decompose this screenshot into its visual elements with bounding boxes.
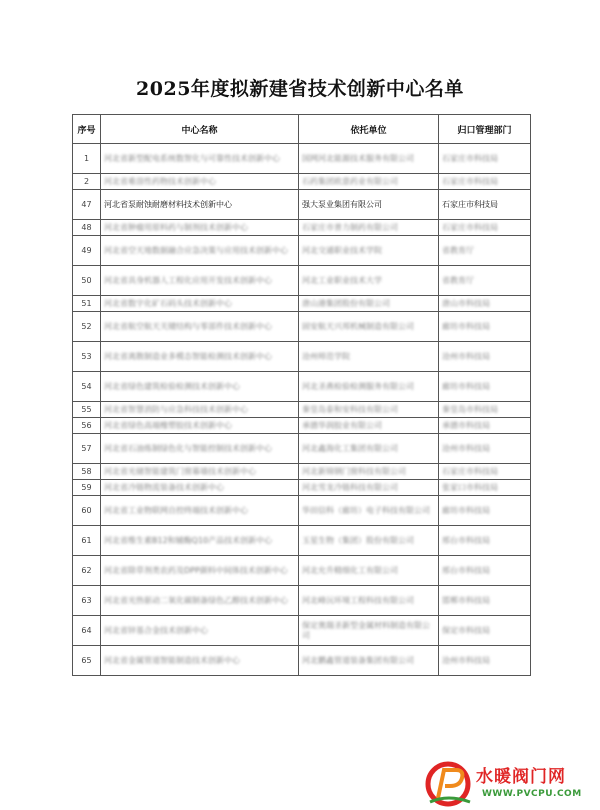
row-center-name: 河北省绿色建筑检验检测技术创新中心 [101, 372, 299, 402]
row-host-org: 河北工业职业技术大学 [299, 266, 439, 296]
row-dept: 沧州市科技局 [439, 646, 531, 676]
table-row [73, 342, 531, 372]
row-center-name: 河北省除草剂类农药及DPP颜料中间体技术创新中心 [101, 556, 299, 586]
row-center-name: 河北省绿色高端橡塑胶技术创新中心 [101, 418, 299, 434]
row-center-name: 河北省具身机器人工程化应用开发技术创新中心 [101, 266, 299, 296]
row-center-name: 河北省泵耐蚀耐磨材料技术创新中心 [101, 190, 299, 220]
row-serial: 65 [73, 646, 101, 676]
row-serial: 53 [73, 342, 101, 372]
row-dept: 石家庄市科技局 [439, 174, 531, 190]
row-center-name: 河北省锌基合金技术创新中心 [101, 616, 299, 646]
row-host-org: 河北交通职业技术学院 [299, 236, 439, 266]
table-row [73, 496, 531, 526]
table-row [73, 266, 531, 296]
row-serial: 60 [73, 496, 101, 526]
table-row [73, 556, 531, 586]
row-host-org: 石家庄市普力制药有限公司 [299, 220, 439, 236]
row-serial: 47 [73, 190, 101, 220]
row-serial: 64 [73, 616, 101, 646]
table-row [73, 616, 531, 646]
row-serial: 2 [73, 174, 101, 190]
row-serial: 56 [73, 418, 101, 434]
row-host-org: 固安航天兴邦机械制造有限公司 [299, 312, 439, 342]
row-serial: 48 [73, 220, 101, 236]
table-row [73, 418, 531, 434]
site-logo [424, 758, 600, 810]
row-dept: 廊坊市科技局 [439, 312, 531, 342]
table-row [73, 296, 531, 312]
row-serial: 52 [73, 312, 101, 342]
row-center-name: 河北省光储智能建筑门窗幕墙技术创新中心 [101, 464, 299, 480]
table-header-row [73, 115, 531, 144]
row-host-org: 河北雪龙冷链科技有限公司 [299, 480, 439, 496]
row-dept: 张家口市科技局 [439, 480, 531, 496]
center-list-table [72, 114, 531, 676]
page-title: 2025年度拟新建省技术创新中心名单 [136, 78, 464, 100]
row-center-name: 河北省金属管道智能制造技术创新中心 [101, 646, 299, 676]
row-serial: 62 [73, 556, 101, 586]
row-host-org: 唐山港集团股份有限公司 [299, 296, 439, 312]
row-center-name: 河北省工业物联网自控终端技术创新中心 [101, 496, 299, 526]
row-host-org: 河北允升精细化工有限公司 [299, 556, 439, 586]
table-row [73, 312, 531, 342]
row-host-org: 保定奥瑞圣新型金属材料制造有限公司 [299, 616, 439, 646]
row-dept: 石家庄市科技局 [439, 190, 531, 220]
row-host-org: 河北鑫海化工集团有限公司 [299, 434, 439, 464]
pipe-logo-icon [424, 758, 474, 810]
row-center-name: 河北省离散制造业多模态智能检测技术创新中心 [101, 342, 299, 372]
row-dept: 沧州市科技局 [439, 434, 531, 464]
row-host-org: 秦皇岛泰和安科技有限公司 [299, 402, 439, 418]
row-host-org: 沧州师范学院 [299, 342, 439, 372]
logo-url: WWW.PVCPU.COM [482, 789, 582, 799]
row-dept: 邢台市科技局 [439, 526, 531, 556]
row-center-name: 河北省肿瘤用原料药与制剂技术创新中心 [101, 220, 299, 236]
table-row [73, 526, 531, 556]
row-host-org: 河北圣燕检验检测服务有限公司 [299, 372, 439, 402]
row-center-name: 河北省石油炼制绿色化与智能控制技术创新中心 [101, 434, 299, 464]
row-host-org: 河北新锦钢门窗科技有限公司 [299, 464, 439, 480]
row-center-name: 河北省数字化矿石码头技术创新中心 [101, 296, 299, 312]
table-row [73, 464, 531, 480]
row-center-name: 河北省智慧消防与应急科技技术创新中心 [101, 402, 299, 418]
row-dept: 邢台市科技局 [439, 556, 531, 586]
row-dept: 石家庄市科技局 [439, 220, 531, 236]
row-serial: 57 [73, 434, 101, 464]
row-dept: 承德市科技局 [439, 418, 531, 434]
row-host-org: 玉星生物（集团）股份有限公司 [299, 526, 439, 556]
row-center-name: 河北省难溶性药物技术创新中心 [101, 174, 299, 190]
row-host-org: 国网河北能源技术服务有限公司 [299, 144, 439, 174]
header-host-org: 依托单位 [299, 115, 439, 144]
row-dept: 唐山市科技局 [439, 296, 531, 312]
row-center-name: 河北省维生素B12和辅酶Q10产品技术创新中心 [101, 526, 299, 556]
row-host-org: 河北鹏鑫管道装备集团有限公司 [299, 646, 439, 676]
row-dept: 省教育厅 [439, 236, 531, 266]
table-row [73, 144, 531, 174]
table-row [73, 586, 531, 616]
row-center-name: 河北省冷链物流装备技术创新中心 [101, 480, 299, 496]
table-row [73, 190, 531, 220]
table-row [73, 174, 531, 190]
row-center-name: 河北省光热驱动二氧化碳制备绿色乙醇技术创新中心 [101, 586, 299, 616]
row-dept: 保定市科技局 [439, 616, 531, 646]
row-dept: 廊坊市科技局 [439, 372, 531, 402]
row-serial: 54 [73, 372, 101, 402]
row-host-org: 石药集团欧意药业有限公司 [299, 174, 439, 190]
table-row [73, 236, 531, 266]
row-host-org: 承德华润胶业有限公司 [299, 418, 439, 434]
row-serial: 51 [73, 296, 101, 312]
table-row [73, 434, 531, 464]
row-serial: 49 [73, 236, 101, 266]
row-center-name: 河北省航空航天关键结构与零部件技术创新中心 [101, 312, 299, 342]
row-serial: 55 [73, 402, 101, 418]
table-row [73, 402, 531, 418]
row-dept: 沧州市科技局 [439, 342, 531, 372]
row-dept: 石家庄市科技局 [439, 144, 531, 174]
table-row [73, 372, 531, 402]
row-dept: 邯郸市科技局 [439, 586, 531, 616]
row-dept: 秦皇岛市科技局 [439, 402, 531, 418]
row-serial: 58 [73, 464, 101, 480]
row-center-name: 河北省新型配电系统数智化与可靠性技术创新中心 [101, 144, 299, 174]
row-host-org: 河北峰沅环境工程科技有限公司 [299, 586, 439, 616]
row-host-org: 华田信科（廊坊）电子科技有限公司 [299, 496, 439, 526]
header-center-name: 中心名称 [101, 115, 299, 144]
row-center-name: 河北省空天地数据融合应急决策与应用技术创新中心 [101, 236, 299, 266]
row-serial: 63 [73, 586, 101, 616]
table-row [73, 480, 531, 496]
logo-text: 水暖阀门网 [476, 767, 566, 787]
header-dept: 归口管理部门 [439, 115, 531, 144]
row-dept: 省教育厅 [439, 266, 531, 296]
row-serial: 1 [73, 144, 101, 174]
row-dept: 廊坊市科技局 [439, 496, 531, 526]
table-row [73, 646, 531, 676]
row-dept: 石家庄市科技局 [439, 464, 531, 480]
row-host-org: 强大泵业集团有限公司 [299, 190, 439, 220]
row-serial: 59 [73, 480, 101, 496]
table-body [73, 144, 531, 676]
table-row [73, 220, 531, 236]
header-serial: 序号 [73, 115, 101, 144]
row-serial: 50 [73, 266, 101, 296]
row-serial: 61 [73, 526, 101, 556]
